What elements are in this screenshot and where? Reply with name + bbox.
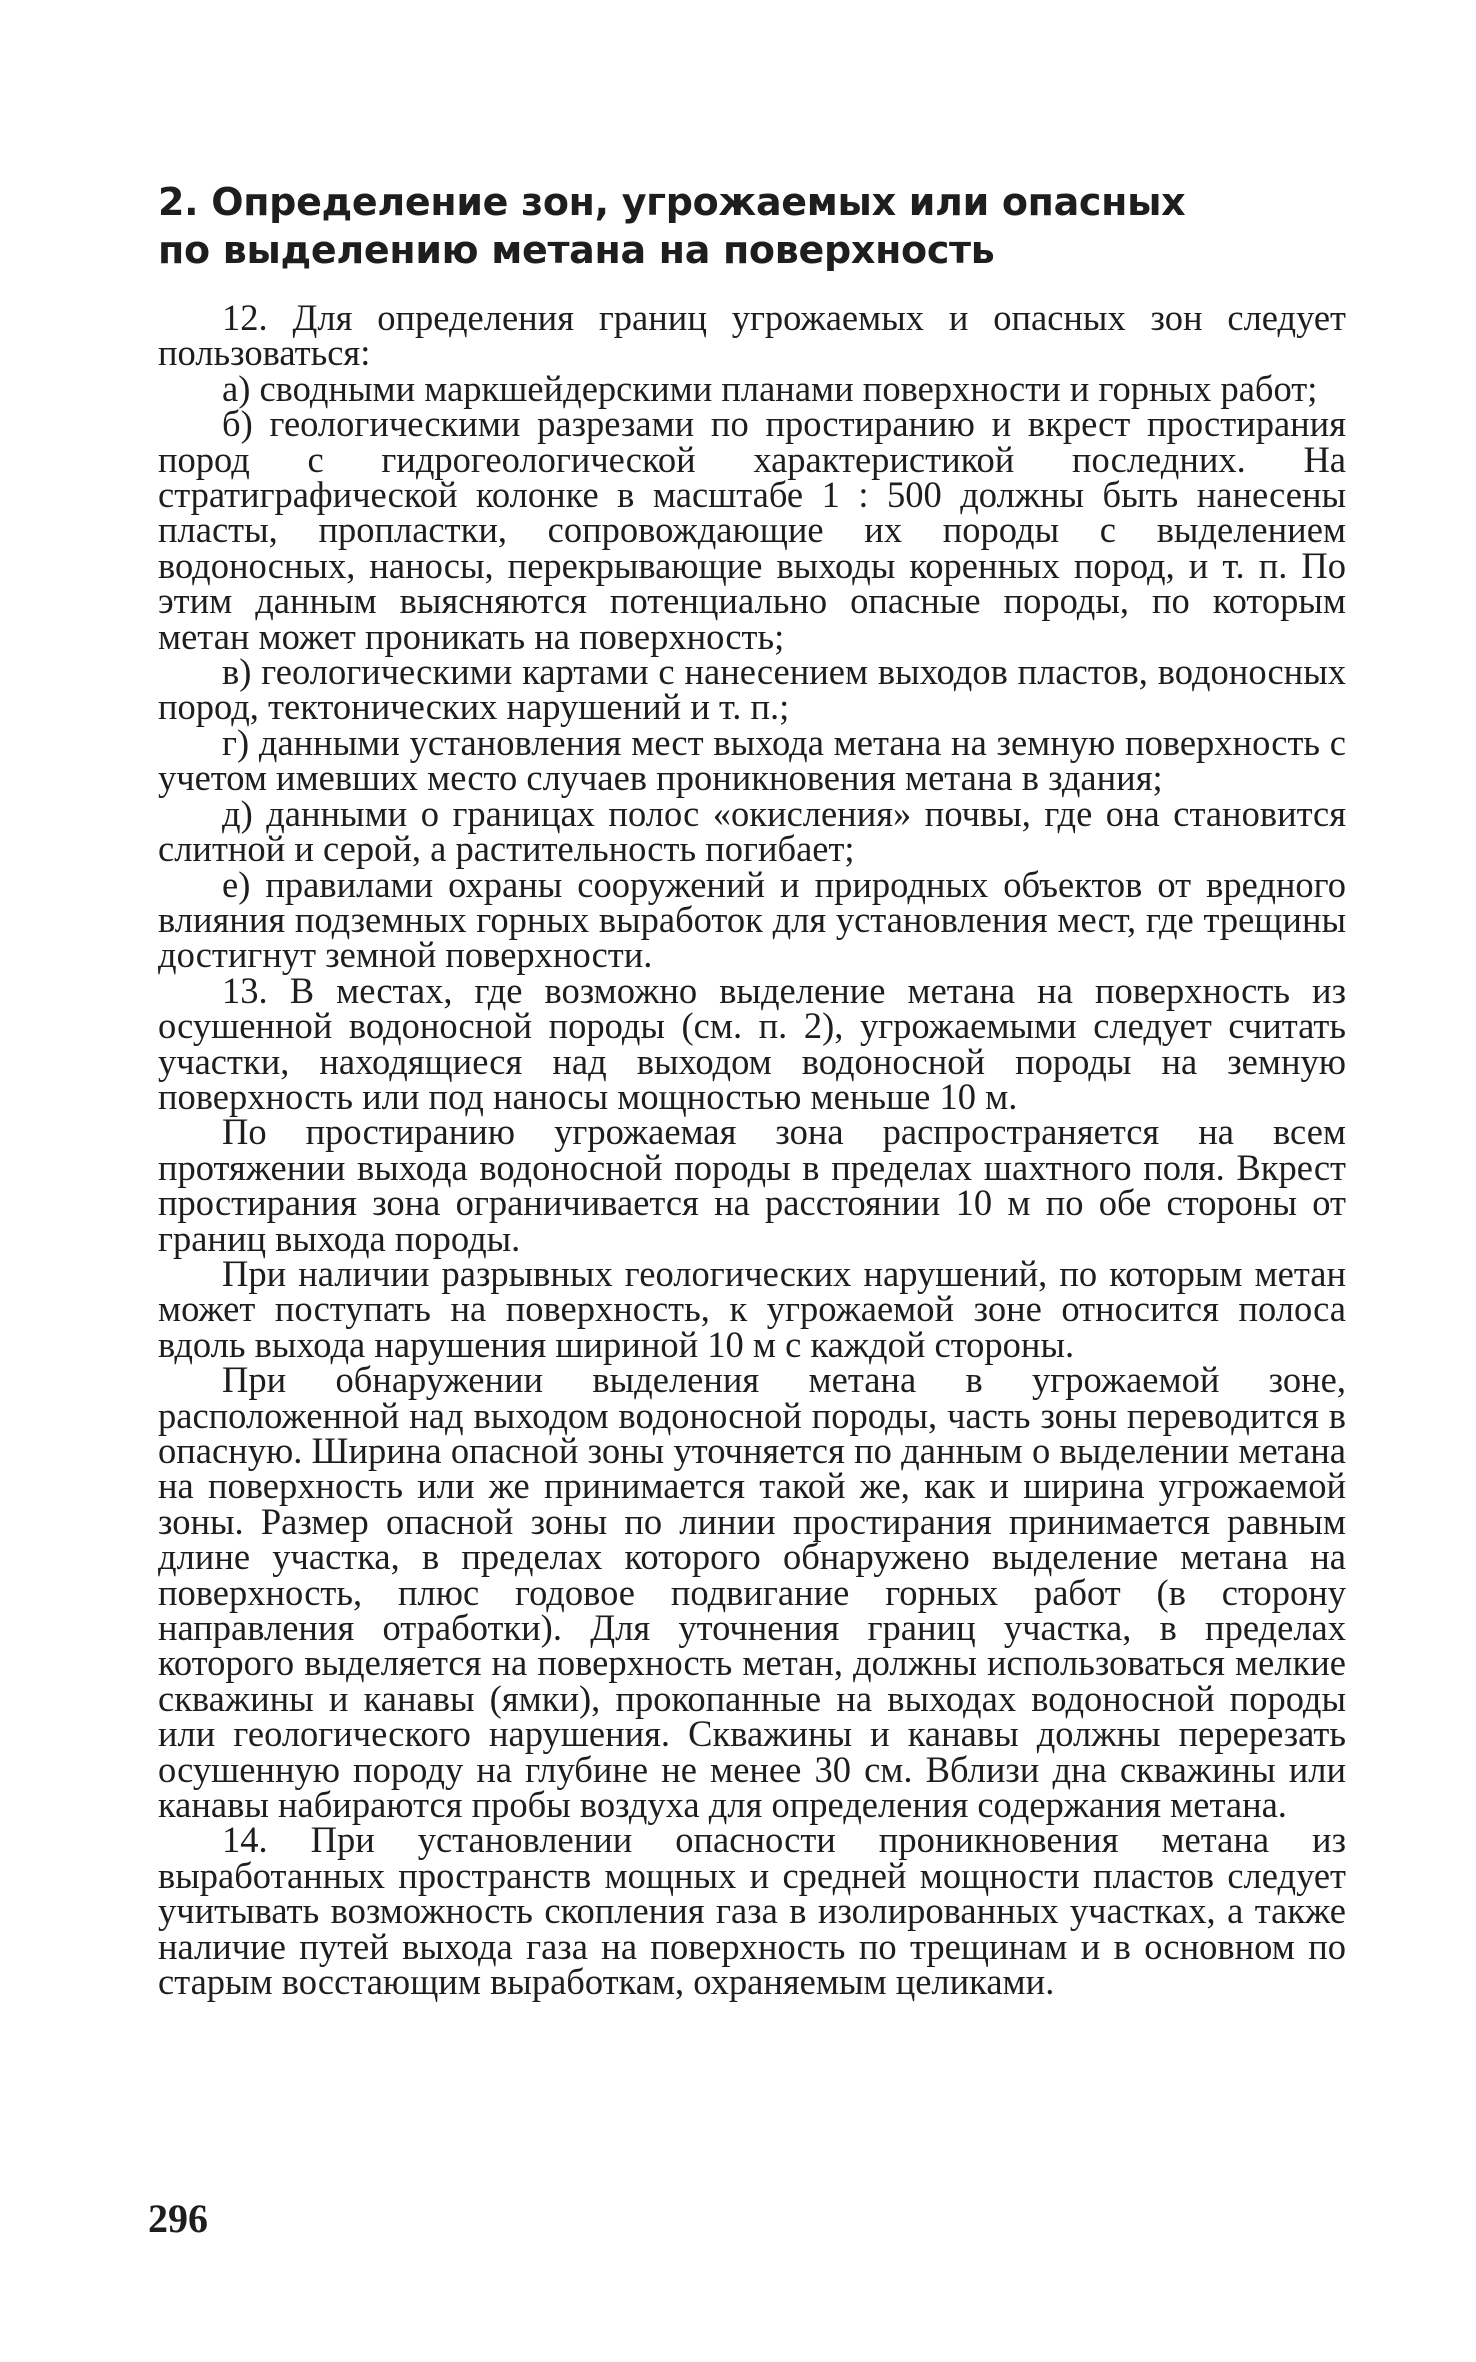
paragraph-14: 14. При установлении опасности проникновения метана из выработанных пространств мощных и средней мощности пластов следует учитывать возможность скопления газа в изолированных участках, а также наличие путей выхода газа на поверхность по трещинам и в основном по старым восстающим выработкам, охраняемым целиками. bbox=[158, 1819, 1346, 2003]
paragraph-13-faults: При наличии разрывных геологических нарушений, по которым метан может поступать на поверхность, к угрожаемой зоне относится полоса вдоль выхода нарушения шириной 10 м с каждой стороны. bbox=[158, 1252, 1346, 1365]
paragraph-12-g: г) данными установления мест выхода метана на земную поверхность с учетом имевших место случаев проникновения метана в здания; bbox=[158, 721, 1346, 799]
paragraph-12: 12. Для определения границ угрожаемых и опасных зон следует пользоваться: bbox=[158, 297, 1346, 374]
paragraph-13: 13. В местах, где возможно выделение метана на поверхность из осушенной водоносной породы (см. п. 2), угрожаемыми следует считать участки, находящиеся над выходом водоносной породы на земную поверхность или под наносы мощностью меньше 10 м. bbox=[158, 969, 1346, 1117]
paragraph-12-b: б) геологическими разрезами по простиранию и вкрест простирания пород с гидрогеологической характеристикой последних. На стратиграфической колонке в масштабе 1 : 500 должны быть нанесены пласты, пропластки, сопровождающие их породы с выделением водоносных, наносы, перекрывающие выходы коренных пород, и т. п. По этим данным выясняются потенциально опасные породы, по которым метан может проникать на поверхность; bbox=[158, 403, 1346, 657]
paragraph-12-a: а) сводными маркшейдерскими планами поверхности и горных работ; bbox=[222, 367, 1318, 409]
body-text bbox=[158, 297, 1346, 2003]
section-heading bbox=[158, 178, 1346, 274]
paragraph-13-detection: При обнаружении выделения метана в угрожаемой зоне, расположенной над выходом водоносной породы, часть зоны переводится в опасную. Ширина опасной зоны уточняется по данным о выделении метана на поверхность или же принимается такой же, как и ширина угрожаемой зоны. Размер опасной зоны по линии простирания принимается равным длине участка, в пределах которого обнаружено выделение метана на поверхность, плюс годовое подвигание горных работ (в сторону направления отработки). Для уточнения границ участка, в пределах которого выделяется на поверхность метан, должны использоваться мелкие скважины и канавы (ямки), прокопанные на выходах водоносной породы или геологического нарушения. Скважины и канавы должны перерезать осушенную породу на глубине не менее 30 см. Вблизи дна скважины или канавы набираются пробы воздуха для определения содержания метана. bbox=[158, 1359, 1346, 1826]
section-title-line-1: 2. Определение зон, угрожаемых или опасных bbox=[158, 180, 1186, 224]
page-content bbox=[158, 178, 1346, 2003]
page-number: 296 bbox=[148, 2196, 208, 2241]
paragraph-12-v: в) геологическими картами с нанесением выходов пластов, водоносных пород, тектонических нарушений и т. п.; bbox=[158, 651, 1346, 728]
section-title-line-2: по выделению метана на поверхность bbox=[158, 228, 995, 272]
paragraph-12-e: е) правилами охраны сооружений и природных объектов от вредного влияния подземных горных выработок для установления мест, где трещины достигнут земной поверхности. bbox=[158, 863, 1346, 976]
paragraph-13-strike: По простиранию угрожаемая зона распространяется на всем протяжении выхода водоносной породы в пределах шахтного поля. Вкрест простирания зона ограничивается на расстоянии 10 м по обе стороны от границ выхода породы. bbox=[158, 1111, 1346, 1259]
paragraph-12-d: д) данными о границах полос «окисления» почвы, где она становится слитной и серой, а растительность погибает; bbox=[158, 792, 1346, 870]
